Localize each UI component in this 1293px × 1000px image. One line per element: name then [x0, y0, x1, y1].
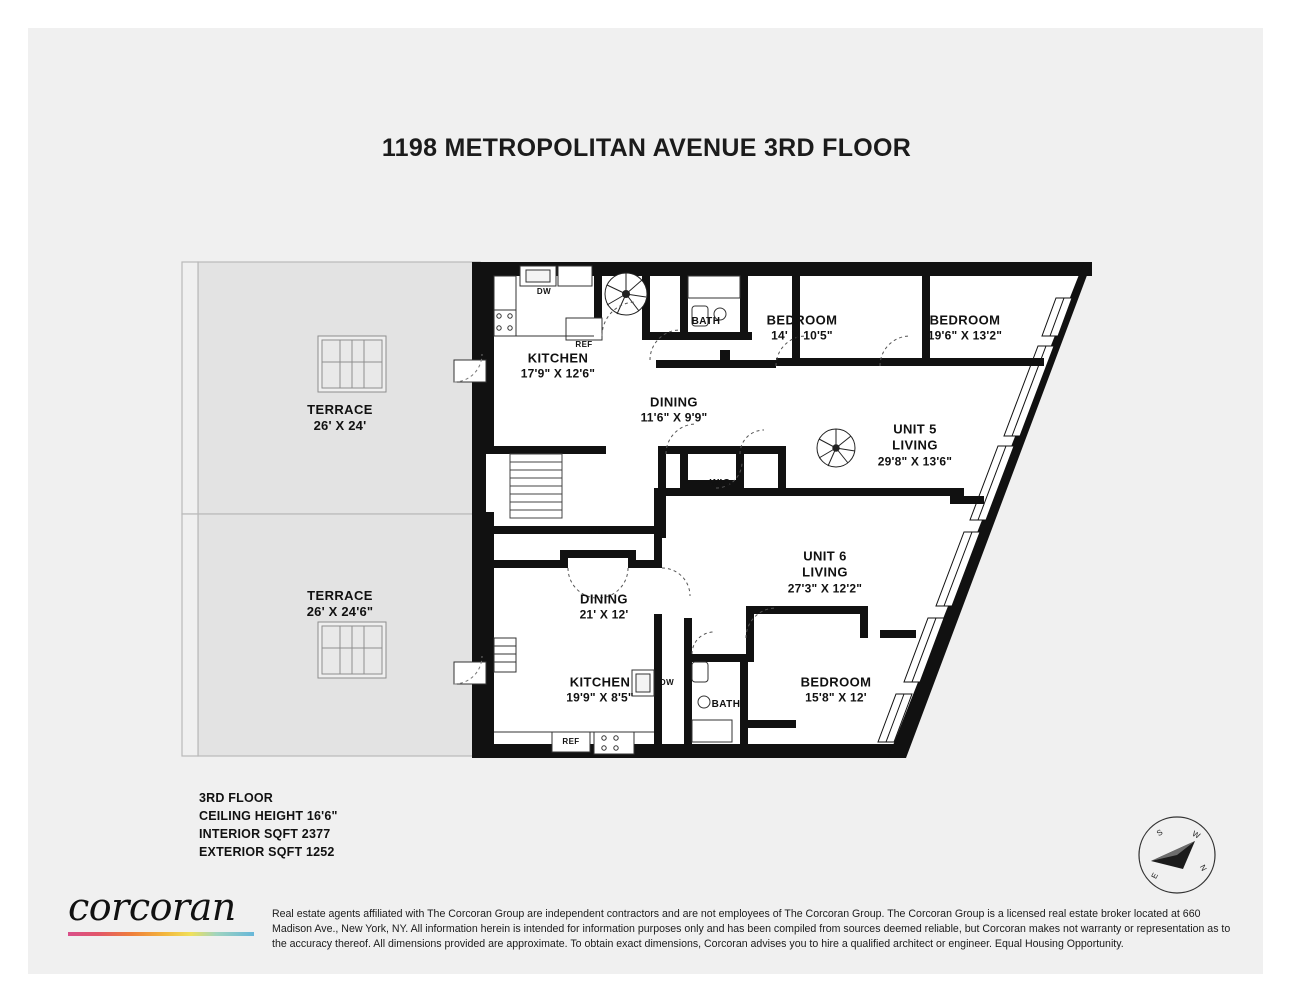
room-label-terrace-upper: [307, 402, 373, 435]
wall-unit-divider-c: [950, 496, 984, 504]
info-floor: 3RD FLOOR: [199, 791, 274, 805]
wall-k5-left: [486, 262, 494, 454]
wall-hall6-vert: [654, 488, 662, 568]
terrace-lower-name: TERRACE: [307, 587, 373, 603]
wall-unit-divider-v: [778, 446, 786, 496]
appliance-label-ref-lower: REF: [562, 737, 580, 746]
page-bottom-margin: [0, 974, 1293, 1000]
info-exterior-sqft: EXTERIOR SQFT 1252: [199, 845, 335, 860]
wall-bed5-bottom-b: [922, 358, 1044, 366]
svg-text:N: N: [1197, 863, 1209, 873]
staircase-upper: [510, 454, 562, 518]
room-label-terrace-lower: [307, 588, 374, 621]
disclaimer-text: Real estate agents affiliated with The Corcoran Group are independent contractors and are not employees of The Corcoran Group. The Corcoran Group is a licensed real estate broker located at 660 Madison Ave., New York, NY. All information herein is intended for information purposes only and has been compiled from sources deemed reliable, but Corcoran makes not warranty or representation as to the accuracy thereof. All dimensions provided are approximate. To obtain exact dimensions, Corcoran advises you to hire a qualified architect or engineer. Equal Housing Opportunity.: [272, 908, 1231, 951]
room-label-kitchen-unit6: [566, 674, 634, 705]
unit6-living-label: LIVING: [802, 564, 848, 580]
wall-bath6-top: [684, 654, 746, 662]
room-label-bath-unit5: BATH: [691, 315, 721, 327]
wall-bath5-left: [680, 276, 688, 334]
bedroom5a-dims: 14' X 10'5": [771, 328, 833, 343]
page-title: 1198 METROPOLITAN AVENUE 3RD FLOOR: [381, 134, 912, 162]
svg-text:S: S: [1155, 827, 1165, 839]
wall-bed6-right: [860, 606, 868, 638]
wall-mid-horiz-b: [658, 446, 778, 454]
unit5-living-dims: 29'8" X 13'6": [877, 453, 953, 468]
wall-stair5-bottom: [642, 332, 752, 340]
kitchen5-dims: 17'9" X 12'6": [520, 366, 596, 381]
wall-bed5-bottom-a: [776, 358, 936, 366]
terrace-upper-dims: 26' X 24': [313, 418, 367, 433]
kitchen6-name: KITCHEN: [569, 674, 631, 690]
wall-hall6-a: [486, 560, 566, 568]
bedroom5b-name: BEDROOM: [929, 312, 1001, 328]
unit6-living-dims: 27'3" X 12'2": [787, 580, 863, 595]
unit6-name: UNIT 6: [803, 548, 847, 564]
floor-info-block: [199, 789, 338, 862]
bedroom6-name: BEDROOM: [800, 674, 872, 690]
terrace-skylight-lower: [318, 622, 386, 678]
room-label-dining-unit6: [580, 591, 629, 622]
info-ceiling-height: CEILING HEIGHT 16'6": [199, 809, 338, 824]
wall-bed6-left-upper: [746, 610, 754, 662]
room-label-dining-unit5: [641, 394, 708, 425]
terrace-upper-name: TERRACE: [307, 401, 373, 417]
wall-wic5-right: [736, 450, 744, 488]
info-interior-sqft: INTERIOR SQFT 2377: [199, 827, 331, 842]
floorplan-drawing: [180, 250, 1120, 790]
dining6-dims: 21' X 12': [579, 607, 629, 622]
terrace-lower-dims: 26' X 24'6": [306, 604, 374, 619]
wall-bed6-bottom: [740, 720, 796, 728]
room-label-living-unit6: [788, 548, 862, 596]
svg-text:W: W: [1190, 829, 1202, 841]
wall-bath5-right: [740, 276, 748, 338]
wall-k5-bottom: [486, 446, 606, 454]
room-label-bedroom-unit5-a: [767, 312, 838, 343]
spiral-stair-kitchen5: [605, 273, 647, 315]
wall-bed6-right2: [880, 630, 916, 638]
dining5-dims: 11'6" X 9'9": [640, 410, 708, 425]
brand-color-rule: [68, 932, 254, 936]
terrace-skylight-upper: [318, 336, 386, 392]
dining6-name: DINING: [580, 591, 628, 607]
room-label-bedroom-unit5-b: [928, 312, 1002, 343]
spiral-stair-living5: [817, 429, 855, 467]
appliance-label-dw-upper: DW: [536, 287, 552, 296]
room-label-bath-unit6: BATH: [711, 698, 741, 710]
svg-text:E: E: [1149, 871, 1161, 881]
bedroom5b-dims: 19'6" X 13'2": [927, 328, 1003, 343]
room-label-wic-unit5: WIC: [709, 477, 731, 489]
appliance-label-ref-upper: REF: [575, 340, 593, 349]
bedroom6-dims: 15'8" X 12': [805, 690, 867, 705]
corcoran-logo: [68, 885, 258, 936]
wall-k6-hall-right: [684, 618, 692, 758]
room-label-wic-unit6: WIC: [587, 525, 609, 537]
wall-bath6-right: [740, 654, 748, 756]
room-label-kitchen-unit5: [521, 350, 595, 381]
unit5-name: UNIT 5: [893, 421, 937, 437]
brand-name: corcoran: [68, 885, 236, 929]
unit5-living-label: LIVING: [892, 437, 938, 453]
wall-wic6-top: [560, 550, 636, 558]
bedroom5a-name: BEDROOM: [766, 312, 838, 328]
kitchen5-name: KITCHEN: [527, 350, 589, 366]
wall-bed6-top: [746, 606, 866, 614]
wall-unit-divider-b: [778, 488, 964, 496]
room-label-living-unit5: [878, 421, 952, 469]
compass-rose: [1137, 815, 1217, 895]
wall-hall5-b: [656, 360, 776, 368]
kitchen6-dims: 19'9" X 8'5": [566, 690, 634, 705]
dining5-name: DINING: [650, 394, 698, 410]
wall-mid-horiz-a: [486, 526, 666, 534]
page-top-margin: [0, 0, 1293, 28]
room-label-bedroom-unit6: [801, 674, 872, 705]
appliance-label-dw-lower: DW: [659, 678, 675, 687]
